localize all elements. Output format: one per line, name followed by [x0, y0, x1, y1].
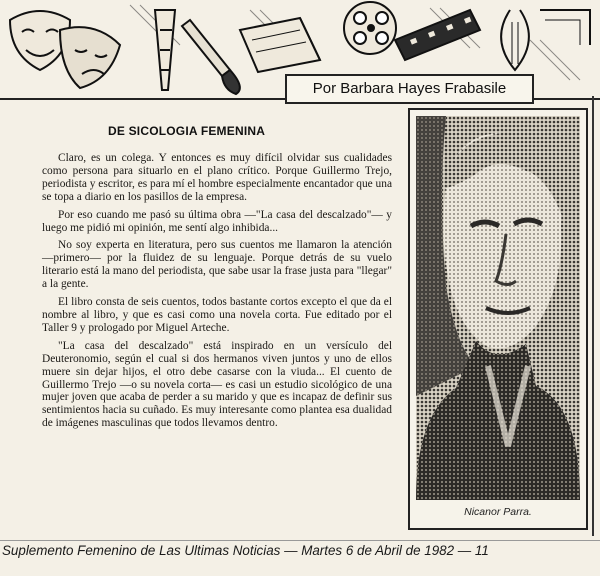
theatre-mask-icon — [10, 11, 120, 88]
article-paragraph: No soy experta en literatura, pero sus cuentos me llamaron la atención —primero— por la fluidez de su lenguaje. Porque detrás de su vuelo literario está la mano del periodista, que sabe usar la frase justa para "llegar" a la gente. — [42, 239, 392, 291]
column-rule — [592, 96, 594, 536]
article-paragraph: El libro consta de seis cuentos, todos bastante cortos excepto el que da el nombre al libro, y que es casi como una novela corta. Fue editado por el Taller 9 y prologado por Miguel Arteche. — [42, 296, 392, 334]
article-paragraph: Claro, es un colega. Y entonces es muy difícil olvidar sus cualidades como persona para situarlo en el plano crítico. Porque Guillermo Trejo, periodista y escritor, es para mí el hombre especialmente encantador que una se topa a diario en los pasillos de la empresa. — [42, 152, 392, 203]
article-body — [42, 152, 392, 435]
photo-caption: Nicanor Parra. — [464, 506, 532, 518]
quill-icon — [155, 10, 175, 90]
film-reel-icon — [344, 2, 396, 54]
book-icon — [240, 18, 320, 72]
footer-divider — [0, 540, 600, 541]
article-paragraph: "La casa del descalzado" está inspirado en un versículo del Deuteronomio, según el cual si dos hermanos viven juntos y uno de ellos muere sin dejar hijos, el otro debe casarse con la viuda... El cuento de Guillermo Trejo —o su novela corta— es casi un estudio sicológico de una mujer joven que acaba de perder a su marido y que es incapaz de definir sus sentimientos hacia su cuñado. Es muy interesante como plantea esa dualidad de imágenes masculinas que todos llevamos dentro. — [42, 339, 392, 430]
portrait-photo-frame — [408, 108, 588, 530]
article-headline: DE SICOLOGIA FEMENINA — [108, 124, 266, 138]
decorative-banner — [0, 0, 600, 100]
portrait-photo — [416, 116, 580, 500]
page-footer: Suplemento Femenino de Las Ultimas Noticias — Martes 6 de Abril de 1982 — 11 — [2, 543, 489, 558]
lyre-icon — [501, 10, 590, 70]
paintbrush-icon — [182, 20, 240, 94]
byline: Por Barbara Hayes Frabasile — [285, 74, 534, 104]
article-paragraph: Por eso cuando me pasó su última obra —"La casa del descalzado"— y luego me pidió mi opinión, me sentí algo inhibida... — [42, 208, 392, 234]
film-strip-icon — [395, 10, 480, 60]
